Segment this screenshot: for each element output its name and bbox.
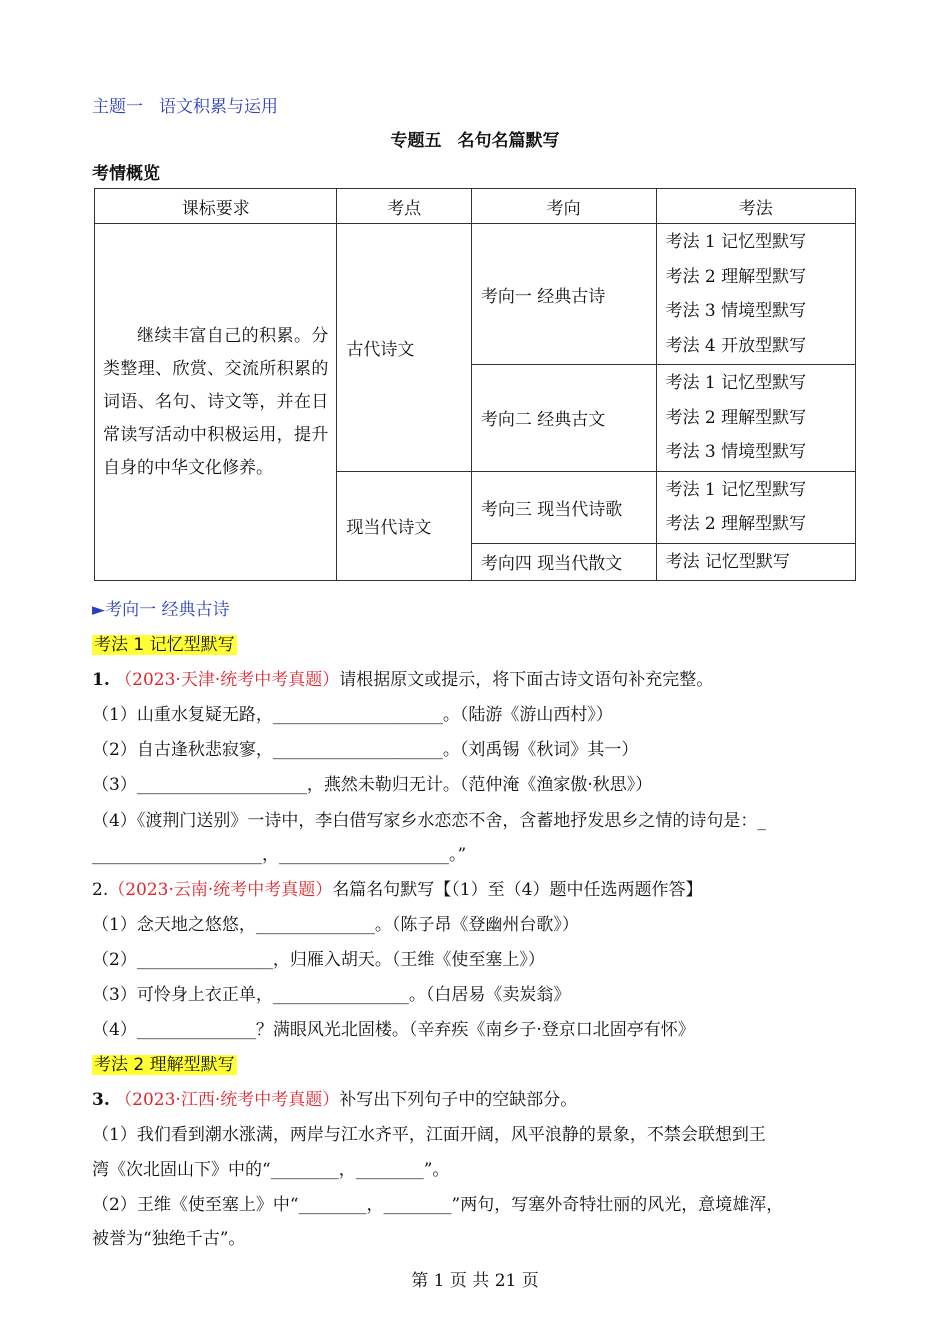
table-header-row [95,189,856,224]
direction-heading: ►考向一 经典古诗 [92,600,230,620]
header-method: 考法 [656,189,855,224]
exam-overview-table [94,188,856,581]
question-number: 3. [92,1090,110,1110]
question-number: 2. [92,880,109,900]
method-1-heading-line [92,632,237,658]
question-1-stem [92,667,713,693]
page-title [0,126,950,151]
page-footer: 第 1 页 共 21 页 [411,1271,539,1291]
method-1-heading: 考法 1 记忆型默写 [94,635,235,655]
point-ancient: 古代诗文 [337,224,471,472]
question-3-item: （1）我们看到潮水涨满，两岸与江水齐平，江面开阔，风平浪静的景象，不禁会联想到王 [92,1125,766,1145]
question-1-item: （4）《渡荆门送别》一诗中，李白借写家乡水恋恋不舍，含蓄地抒发思乡之情的诗句是：_ [92,811,766,831]
method-item: 考法 1 记忆型默写 [665,373,807,393]
method-item: 考法 2 理解型默写 [665,514,807,534]
methods-3-cell [656,471,855,543]
method-item: 考法 3 情境型默写 [665,301,807,321]
question-source: （2023·天津·统考中考真题） [115,670,340,690]
question-3-item: （2）王维《使至塞上》中“________，________”两句，写塞外奇特壮丽的风光，意境雄浑， [92,1195,784,1215]
overview-heading: 考情概览 [92,164,160,184]
question-prompt: 请根据原文或提示，将下面古诗文语句补充完整。 [339,670,714,690]
question-1-item: （1）山重水复疑无路，____________________。（陆游《游山西村》） [92,705,613,725]
question-3-item: 被誉为“独绝千古”。 [92,1229,246,1249]
method-item: 考法 2 理解型默写 [665,266,807,287]
question-2-item: （2）________________，归雁入胡天。（王维《使至塞上》） [92,950,545,970]
method-item: 考法 1 记忆型默写 [665,479,807,500]
methods-1-cell [656,224,855,365]
question-2-item: （1）念天地之悠悠，______________。（陈子昂《登幽州台歌》） [92,915,579,935]
methods-4-cell [656,543,855,581]
method-item: 考法 1 记忆型默写 [665,232,807,252]
theme-name: 语文积累与运用 [159,97,278,117]
question-prompt: 名篇名句默写【（1）至（4）题中任选两题作答】 [332,880,703,900]
method-item: 考法 3 情境型默写 [665,442,807,462]
header-requirement: 课标要求 [95,189,337,224]
question-2-item: （3）可怜身上衣正单，________________。（白居易《卖炭翁》 [92,985,571,1005]
question-source: （2023·云南·统考中考真题） [108,880,333,900]
topic-label: 专题五 [390,131,442,151]
direction-1: 考向一 经典古诗 [471,224,656,365]
method-item: 考法 4 开放型默写 [665,335,807,356]
table-row [95,224,856,365]
question-number: 1. [92,670,110,690]
theme-heading [92,92,278,117]
method-item: 考法 2 理解型默写 [665,407,807,428]
question-1-item: （3）____________________，燕然未勒归无计。（范仲淹《渔家傲·秋思》） [92,775,653,795]
topic-name: 名句名篇默写 [457,131,560,151]
method-item: 考法 记忆型默写 [665,551,790,572]
question-3-stem [92,1087,577,1113]
point-modern: 现当代诗文 [337,471,471,581]
question-1-item: （2）自古逢秋悲寂寥，____________________。（刘禹锡《秋词》其一） [92,740,639,760]
method-2-heading-line [92,1052,237,1078]
question-prompt: 补写出下列句子中的空缺部分。 [339,1090,578,1110]
requirement-cell: 继续丰富自己的积累。分类整理、欣赏、交流所积累的词语、名句、诗文等，并在日常读写活动中积极运用，提升自身的中华文化修养。 [95,224,337,581]
question-source: （2023·江西·统考中考真题） [115,1090,340,1110]
theme-label: 主题一 [92,97,143,117]
question-3-item: 湾《次北固山下》中的“________，________”。 [92,1160,450,1180]
direction-3: 考向三 现当代诗歌 [471,471,656,543]
direction-4: 考向四 现当代散文 [471,543,656,581]
question-1-item: ____________________，____________________。” [92,845,467,865]
question-2-item: （4）______________？满眼风光北固楼。（辛弃疾《南乡子·登京口北固亭有怀》 [92,1020,695,1040]
methods-2-cell [656,365,855,472]
direction-2: 考向二 经典古文 [471,365,656,472]
header-direction: 考向 [471,189,656,224]
method-2-heading: 考法 2 理解型默写 [94,1055,235,1075]
question-2-stem [92,877,702,903]
header-point: 考点 [337,189,471,224]
